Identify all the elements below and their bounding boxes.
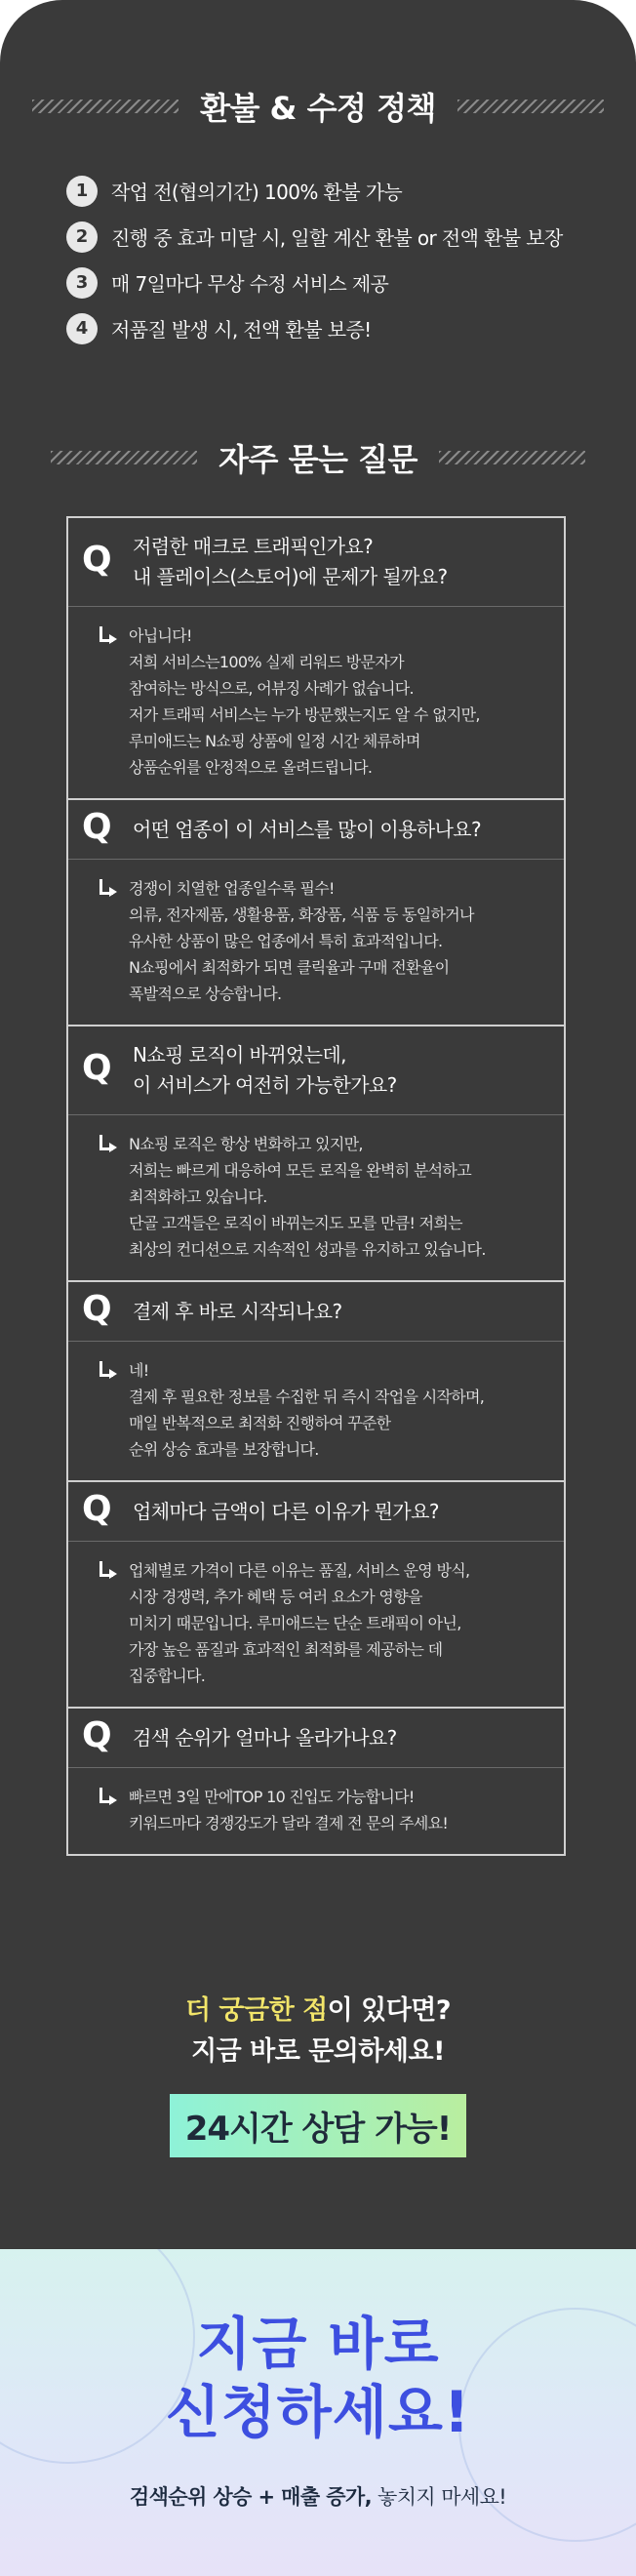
faq-answer: 경쟁이 치열한 업종일수록 필수! 의류, 전자제품, 생활용품, 화장품, 식품 등 동일하거나 유사한 상품이 많은 업종에서 특히 효과적입니다. N쇼핑에서 최적화가 되면 클릭율과 구매 전환율이 폭발적으로 상승합니다. [129,879,474,1003]
hatch-divider-left [51,451,197,464]
faq-question-row[interactable] [68,1709,564,1768]
policy-item [66,260,613,305]
faq-item [68,1709,564,1854]
question-icon: Q [82,1715,112,1755]
policy-item-text: 매 7일마다 무상 수정 서비스 제공 [111,272,389,296]
question-icon: Q [82,807,112,847]
policy-item [66,168,613,214]
policy-heading [0,84,636,129]
faq-title: 자주 묻는 질문 [219,441,417,478]
faq-answer-row [68,1768,564,1854]
faq-question: 저렴한 매크로 트래픽인가요? 내 플레이스(스토어)에 문제가 될까요? [133,535,448,588]
reply-arrow-icon [96,623,129,646]
faq-question: 업체마다 금액이 다른 이유가 뭔가요? [133,1499,439,1523]
hatch-divider-right [439,451,585,464]
question-icon: Q [82,540,112,580]
faq-item [68,1026,564,1282]
policy-title: 환불 & 수정 정책 [200,90,436,127]
faq-question: N쇼핑 로직이 바뀌었는데, 이 서비스가 여전히 가능한가요? [133,1043,397,1097]
faq-answer: 네! 결제 후 필요한 정보를 수집한 뒤 즉시 작업을 시작하며, 매일 반복적으로 최적화 진행하여 꾸준한 순위 상승 효과를 보장합니다. [129,1361,485,1459]
faq-question-row[interactable] [68,1026,564,1115]
cta-line-2: 지금 바로 문의하세요! [191,2036,445,2067]
faq-answer-row [68,1542,564,1707]
hatch-divider-left [32,100,179,113]
number-badge: 2 [66,221,98,253]
reply-arrow-icon [96,1557,129,1581]
banner-title: 지금 바로 신청하세요! [165,2311,471,2445]
number-badge: 1 [66,176,98,207]
faq-question-row[interactable] [68,1282,564,1342]
faq-item [68,1482,564,1709]
faq-item [68,800,564,1026]
faq-answer-row [68,607,564,798]
number-badge: 4 [66,313,98,344]
banner-subtitle-bold: 검색순위 상승 + 매출 증가, [129,2485,372,2509]
contact-cta [0,1991,636,2157]
faq-question-row[interactable] [68,800,564,860]
question-icon: Q [82,1289,112,1329]
policy-item-text: 저품질 발생 시, 전액 환불 보증! [111,318,372,342]
reply-arrow-icon [96,875,129,899]
policy-item-text: 작업 전(협의기간) 100% 환불 가능 [111,181,403,204]
faq-question: 어떤 업종이 이 서비스를 많이 이용하나요? [133,817,482,841]
reply-arrow-icon [96,1784,129,1807]
faq-question-row[interactable] [68,518,564,607]
cta-line-1 [0,1991,636,2032]
consult-24h-badge[interactable]: 24시간 상담 가능! [170,2094,467,2157]
cta-line-1-rest: 이 있다면? [327,1995,452,2026]
faq-answer-row [68,860,564,1025]
policy-item [66,305,613,351]
faq-question: 검색 순위가 얼마나 올라가나요? [133,1725,397,1750]
faq-answer-row [68,1342,564,1480]
faq-answer: 빠르면 3일 만에TOP 10 진입도 가능합니다! 키워드마다 경쟁강도가 달라 결제 전 문의 주세요! [129,1788,449,1832]
policy-item-text: 진행 중 효과 미달 시, 일할 계산 환불 or 전액 환불 보장 [111,226,563,250]
faq-answer-row [68,1115,564,1280]
faq-question-row[interactable] [68,1482,564,1542]
reply-arrow-icon [96,1131,129,1154]
faq-item [68,518,564,800]
banner-subtitle-rest: 놓치지 마세요! [371,2485,507,2509]
faq-heading [0,435,636,480]
faq-answer: 아닙니다! 저희 서비스는100% 실제 리워드 방문자가 참여하는 방식으로, 어뷰징 사례가 없습니다. 저가 트래픽 서비스는 누가 방문했는지도 알 수 없지만, 루미애드는 N쇼핑 상품에 일정 시간 체류하며 상품순위를 안정적으로 올려드립니다. [129,626,480,777]
faq-answer: 업체별로 가격이 다른 이유는 품질, 서비스 운영 방식, 시장 경쟁력, 추가 혜택 등 여러 요소가 영향을 미치기 때문입니다. 루미애드는 단순 트래픽이 아닌, 가장 높은 품질과 효과적인 최적화를 제공하는 데 집중합니다. [129,1561,470,1685]
apply-banner[interactable] [0,2249,636,2576]
question-icon: Q [82,1489,112,1529]
hatch-divider-right [457,100,604,113]
faq-list [66,516,566,1856]
question-icon: Q [82,1048,112,1088]
cta-highlight-text: 더 궁금한 점 [184,1995,328,2026]
faq-item [68,1282,564,1482]
faq-question: 결제 후 바로 시작되나요? [133,1299,342,1323]
policy-list [66,168,613,351]
number-badge: 3 [66,267,98,299]
reply-arrow-icon [96,1357,129,1381]
policy-item [66,214,613,260]
banner-subtitle [0,2481,636,2511]
faq-answer: N쇼핑 로직은 항상 변화하고 있지만, 저희는 빠르게 대응하여 모든 로직을 완벽히 분석하고 최적화하고 있습니다. 단골 고객들은 로직이 바뀌는지도 모를 만큼! 저희는 최상의 컨디션으로 지속적인 성과를 유지하고 있습니다. [129,1135,486,1259]
